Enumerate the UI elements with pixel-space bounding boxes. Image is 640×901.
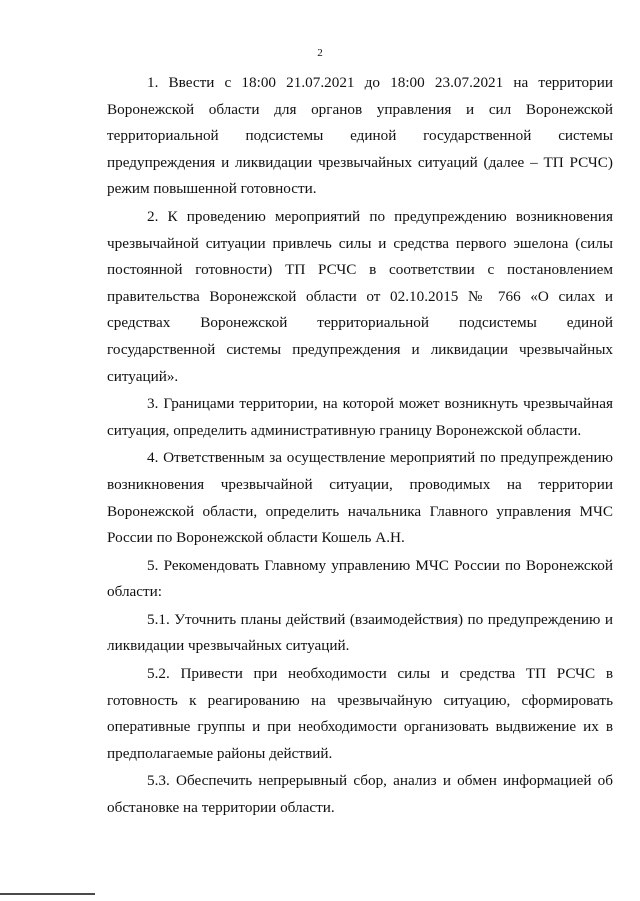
paragraph-1: 1. Ввести с 18:00 21.07.2021 до 18:00 23.07.2021 на территории Воронежской области для органов управления и сил Воронежской территориальной подсистемы единой государственной системы предупреждения и ликвидации чрезвычайных ситуаций (далее – ТП РСЧС) режим повышенной готовности. — [107, 74, 613, 198]
paragraph-2: 2. К проведению мероприятий по предупреждению возникновения чрезвычайной ситуации привлечь силы и средства первого эшелона (силы постоянной готовности) ТП РСЧС в соответствии с постановлением правительства Воронежской области от 02.10.2015 № 766 «О силах и средствах Воронежской территориальной подсистемы единой государственной системы предупреждения и ликвидации чрезвычайных ситуаций». — [107, 207, 613, 385]
bottom-edge-line — [0, 893, 95, 895]
paragraph-5-1: 5.1. Уточнить планы действий (взаимодействия) по предупреждению и ликвидации чрезвычайных ситуаций. — [107, 610, 613, 655]
paragraph-5-3: 5.3. Обеспечить непрерывный сбор, анализ и обмен информацией об обстановке на территории области. — [107, 772, 613, 817]
paragraph-4: 4. Ответственным за осуществление мероприятий по предупреждению возникновения чрезвычайной ситуации, проводимых на территории Воронежской области, определить начальника Главного управления МЧС России по Воронежской области Кошель А.Н. — [107, 449, 613, 547]
document-body — [107, 70, 613, 822]
paragraph-5-2: 5.2. Привести при необходимости силы и средства ТП РСЧС в готовность к реагированию на чрезвычайную ситуацию, сформировать оперативные группы и при необходимости организовать выдвижение их в предполагаемые районы действий. — [107, 665, 613, 762]
paragraph-5: 5. Рекомендовать Главному управлению МЧС России по Воронежской области: — [107, 556, 613, 601]
page-number: 2 — [317, 47, 323, 59]
paragraph-3: 3. Границами территории, на которой может возникнуть чрезвычайная ситуация, определить административную границу Воронежской области. — [107, 395, 613, 439]
